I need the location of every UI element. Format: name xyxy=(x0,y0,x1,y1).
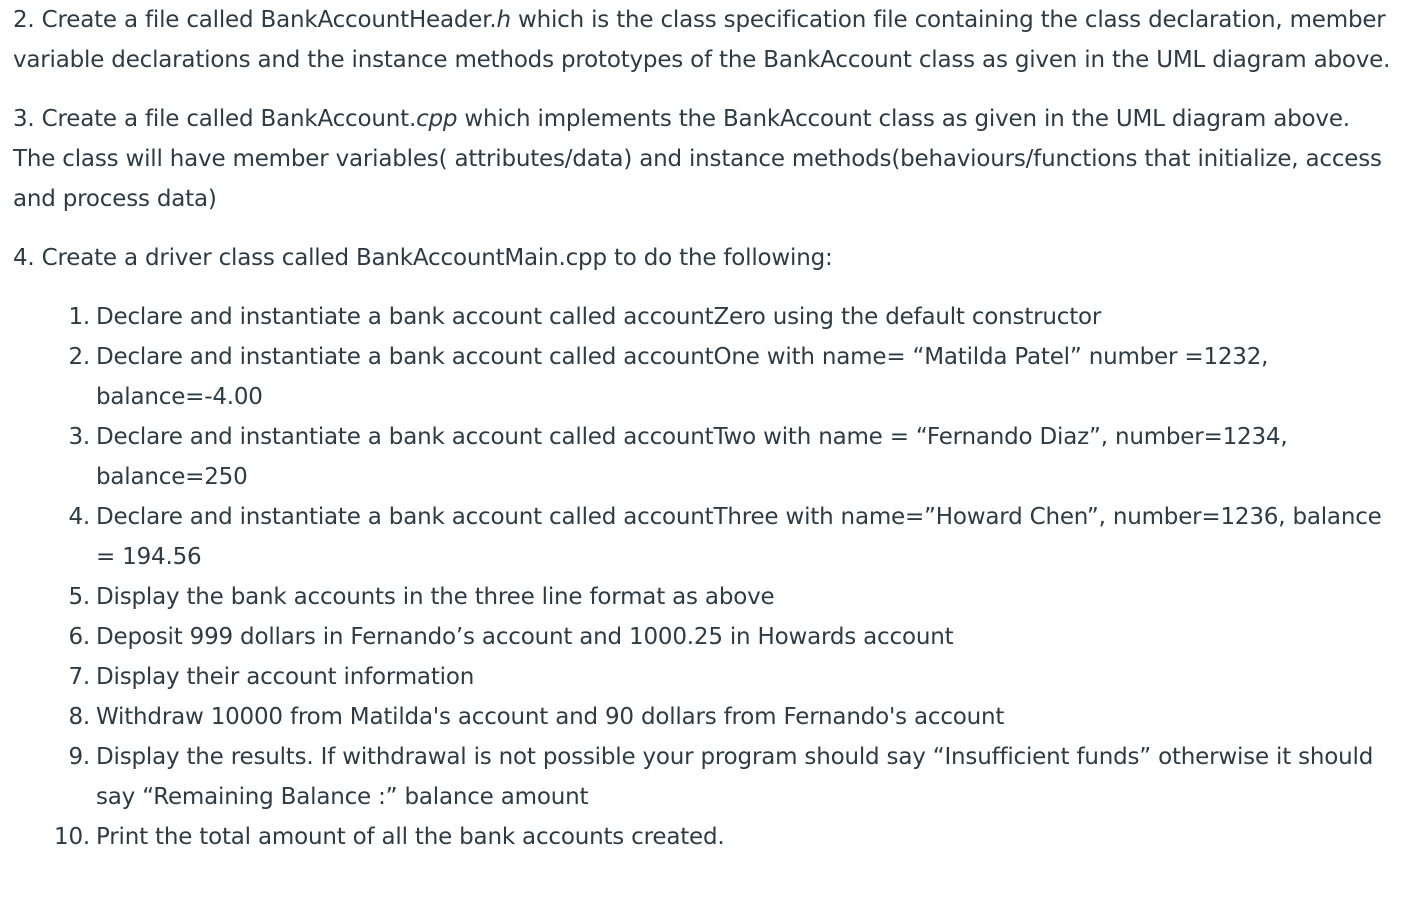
list-item xyxy=(13,737,1397,817)
list-item-number: 6. xyxy=(68,624,90,650)
list-item xyxy=(13,297,1397,337)
list-item-number: 3. xyxy=(68,424,90,450)
list-item-text: Declare and instantiate a bank account called accountThree with name=”Howard Chen”, number=1236, balance = 194.56 xyxy=(96,504,1382,570)
list-item-text: Display the results. If withdrawal is not possible your program should say “Insufficient funds” otherwise it should say “Remaining Balance :” balance amount xyxy=(96,744,1374,810)
list-item-text: Display their account information xyxy=(96,664,475,690)
list-item xyxy=(13,697,1397,737)
list-item-text: Declare and instantiate a bank account called accountZero using the default constructor xyxy=(96,304,1102,330)
list-item-number: 2. xyxy=(68,344,90,370)
list-item xyxy=(13,497,1397,577)
list-item-number: 9. xyxy=(68,744,90,770)
list-item xyxy=(13,817,1397,857)
steps-list xyxy=(13,297,1397,857)
paragraph-4: 4. Create a driver class called BankAccountMain.cpp to do the following: xyxy=(13,245,833,271)
list-item-text: Withdraw 10000 from Matilda's account and 90 dollars from Fernando's account xyxy=(96,704,1005,730)
list-item-text: Declare and instantiate a bank account called accountOne with name= “Matilda Patel” number =1232, balance=-4.00 xyxy=(96,344,1269,410)
list-item-text: Declare and instantiate a bank account called accountTwo with name = “Fernando Diaz”, number=1234, balance=250 xyxy=(96,424,1288,490)
paragraph-3 xyxy=(13,99,1397,219)
paragraph-3-suffix: which implements the BankAccount class as given in the UML diagram above. The class will have member variables( attributes/data) and instance methods(behaviours/functions that initialize, access and process data) xyxy=(13,106,1382,212)
list-item xyxy=(13,577,1397,617)
paragraph-3-prefix: 3. Create a file called BankAccount. xyxy=(13,106,417,132)
paragraph-3-ext: cpp xyxy=(416,106,458,132)
paragraph-2-prefix: 2. Create a file called BankAccountHeader. xyxy=(13,7,497,33)
list-item xyxy=(13,657,1397,697)
list-item xyxy=(13,417,1397,497)
paragraph-2-suffix: which is the class specification file containing the class declaration, member variable declarations and the instance methods prototypes of the BankAccount class as given in the UML diagram above. xyxy=(13,7,1391,73)
list-item-text: Deposit 999 dollars in Fernando’s account and 1000.25 in Howards account xyxy=(96,624,954,650)
list-item-number: 4. xyxy=(68,504,90,530)
list-item xyxy=(13,337,1397,417)
list-item xyxy=(13,617,1397,657)
list-item-number: 5. xyxy=(68,584,90,610)
paragraph-2 xyxy=(13,0,1397,80)
list-item-text: Display the bank accounts in the three line format as above xyxy=(96,584,775,610)
list-item-number: 7. xyxy=(68,664,90,690)
list-item-number: 10. xyxy=(54,824,90,850)
list-item-number: 8. xyxy=(68,704,90,730)
list-item-number: 1. xyxy=(68,304,90,330)
list-item-text: Print the total amount of all the bank accounts created. xyxy=(96,824,725,850)
paragraph-2-ext: h xyxy=(496,7,511,33)
